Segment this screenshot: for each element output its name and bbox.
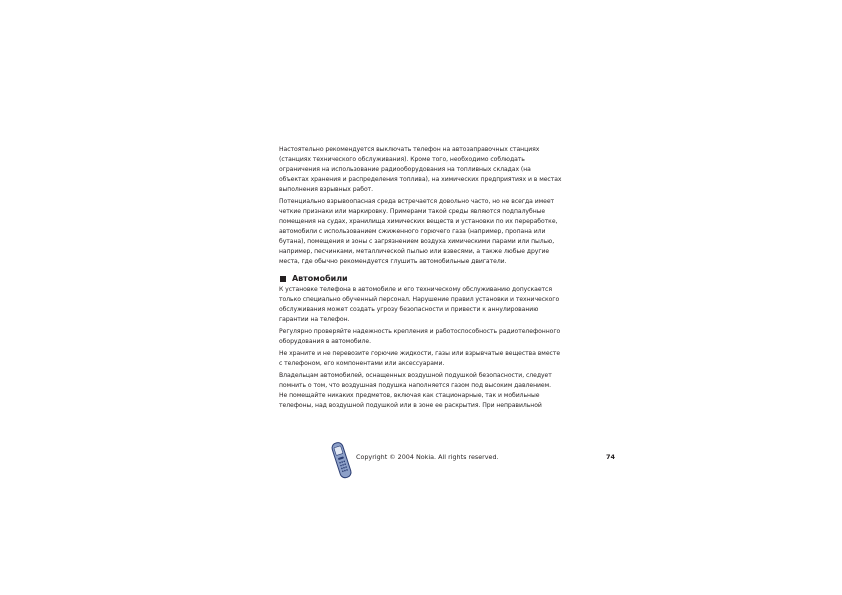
paragraph [279,145,569,195]
text-line: Потенциально взрывоопасная среда встречается довольно часто, но не всегда имеет [279,198,555,205]
section-heading-text: Автомобили [292,274,348,283]
page-body [279,145,569,413]
text-line: бутана), помещения и зоны с загрязнением воздуха химическими парами или пылью, [279,238,555,245]
text-line: телефоны, над воздушной подушкой или в зоне ее раскрытия. При неправильной [279,402,542,409]
text-line: помнить о том, что воздушная подушка наполняется газом под высоким давлением. [279,382,552,389]
text-line: оборудования в автомобиле. [279,338,371,345]
text-line: автомобили с использованием сжиженного горючего газа (например, пропана или [279,228,546,235]
text-line: К установке телефона в автомобиле и его техническому обслуживанию допускается [279,286,552,293]
phone-icon [329,440,355,480]
page-number: 74 [606,453,616,461]
text-line: выполнения взрывных работ. [279,186,374,193]
square-bullet-icon [280,276,286,282]
text-line: только специально обученный персонал. Нарушение правил установки и технического [279,296,560,303]
text-line: объектах хранения и распределения топлива), на химических предприятиях и в местах [279,176,562,183]
page-footer [279,440,619,480]
text-line: Регулярно проверяйте надежность крепления и работоспособность радиотелефонного [279,328,561,335]
paragraph [279,197,569,267]
paragraph [279,371,569,411]
section-paragraphs [279,285,569,411]
text-line: помещения на судах, хранилища химических веществ и установки по их переработке, [279,218,558,225]
section-heading [279,273,569,285]
text-line: Не помещайте никаких предметов, включая как стационарные, так и мобильные [279,392,540,399]
text-line: с телефоном, его компонентами или аксессуарами. [279,360,445,367]
text-line: Не храните и не перевозите горючие жидкости, газы или взрывчатые вещества вместе [279,350,561,357]
text-line: Владельцам автомобилей, оснащенных воздушной подушкой безопасности, следует [279,372,552,379]
text-line: (станциях технического обслуживания). Кроме того, необходимо соблюдать [279,156,525,163]
text-line: четкие признаки или маркировку. Примерами такой среды являются подпалубные [279,208,546,215]
text-line: обслуживания может создать угрозу безопасности и привести к аннулированию [279,306,539,313]
text-line: ограничения на использование радиооборудования на топливных складах (на [279,166,531,173]
text-line: например, песчинками, металлической пылью или взвесями, а также любые другие [279,248,550,255]
intro-paragraphs [279,145,569,267]
text-line: места, где обычно рекомендуется глушить автомобильные двигатели. [279,258,507,265]
text-line: Настоятельно рекомендуется выключать телефон на автозаправочных станциях [279,146,540,153]
paragraph [279,349,569,369]
paragraph [279,327,569,347]
paragraph [279,285,569,325]
text-line: гарантии на телефон. [279,316,350,323]
copyright-notice: Copyright © 2004 Nokia. All rights reserved. [356,453,499,461]
